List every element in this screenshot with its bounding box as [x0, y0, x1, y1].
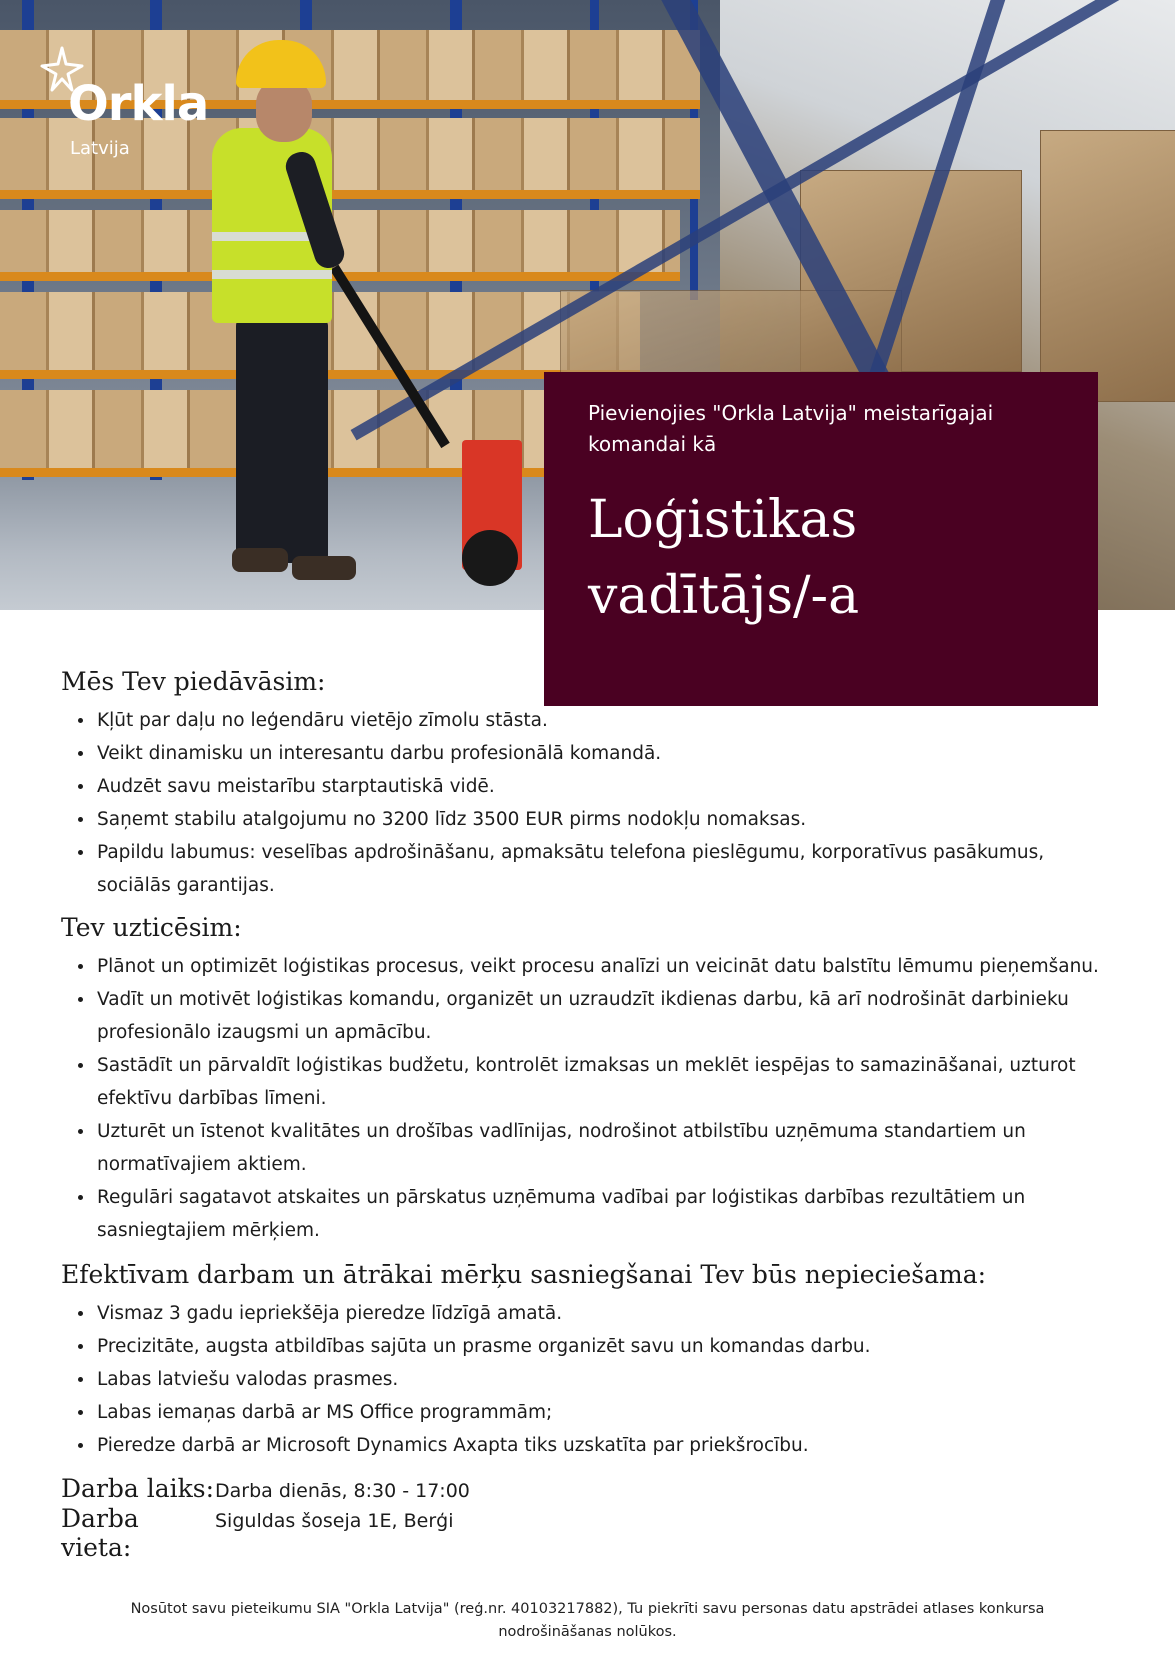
working-hours	[61, 1474, 1121, 1504]
shelf-beam	[0, 190, 700, 199]
work-location-label: Darba vieta:	[61, 1504, 139, 1562]
section-offer	[61, 664, 1121, 902]
job-title-line-2: vadītājs/-a	[588, 566, 860, 626]
list-item: • Uzturēt un īstenot kvalitātes un drošības vadlīnijas, nodrošinot atbilstību uzņēmuma standartiem un normatīvajiem aktiem.	[95, 1115, 1121, 1181]
list-item: • Veikt dinamisku un interesantu darbu profesionālā komandā.	[95, 737, 1121, 770]
work-location-value: Siguldas šoseja 1E, Berģi	[215, 1510, 454, 1532]
list-item: • Kļūt par daļu no leģendāru vietējo zīmolu stāsta.	[95, 704, 1121, 737]
requirements-list	[61, 1297, 1121, 1462]
list-item: • Labas latviešu valodas prasmes.	[95, 1363, 1121, 1396]
job-description	[61, 664, 1121, 1562]
worker-legs	[236, 318, 328, 563]
working-hours-label: Darba laiks:	[61, 1474, 215, 1503]
title-card-intro: Pievienojies "Orkla Latvija" meistarīgajai komandai kā	[588, 401, 994, 456]
offer-list	[61, 704, 1121, 902]
list-item: • Regulāri sagatavot atskaites un pārskatus uzņēmuma vadībai par loģistikas darbības rezultātiem un sasniegtajiem mērķiem.	[95, 1181, 1121, 1247]
working-hours-value: Darba dienās, 8:30 - 17:00	[215, 1480, 470, 1502]
vest-reflective-stripe	[212, 270, 332, 279]
orkla-logo	[34, 46, 234, 166]
job-title-card	[544, 372, 1098, 706]
logo-wordmark: Orkla	[68, 76, 209, 132]
list-item: • Labas iemaņas darbā ar MS Office programmām;	[95, 1396, 1121, 1429]
job-title-line-1: Loģistikas	[588, 490, 858, 550]
list-item: • Vadīt un motivēt loģistikas komandu, organizēt un uzraudzīt ikdienas darbu, kā arī nodrošināt darbinieku profesionālo izaugsmi un apmācību.	[95, 983, 1121, 1049]
list-item: • Vismaz 3 gadu iepriekšēja pieredze līdzīgā amatā.	[95, 1297, 1121, 1330]
cardboard-box	[1040, 130, 1175, 402]
list-item: • Plānot un optimizēt loģistikas procesus, veikt procesu analīzi un veicināt datu balstītu lēmumu pieņemšanu.	[95, 950, 1121, 983]
pallet-jack-wheel	[462, 530, 518, 586]
worker-shoe	[232, 548, 288, 572]
worker-shoe	[292, 556, 356, 580]
section-requirements	[61, 1257, 1121, 1462]
list-item: • Precizitāte, augsta atbildības sajūta un prasme organizēt savu un komandas darbu.	[95, 1330, 1121, 1363]
section-title: Mēs Tev piedāvāsim:	[61, 667, 326, 696]
section-title: Tev uzticēsim:	[61, 913, 242, 942]
work-location	[61, 1504, 1121, 1562]
list-item: • Sastādīt un pārvaldīt loģistikas budžetu, kontrolēt izmaksas un meklēt iespējas to samazināšanai, uzturot efektīvu darbības līmeni.	[95, 1049, 1121, 1115]
list-item: • Pieredze darbā ar Microsoft Dynamics Axapta tiks uzskatīta par priekšrocību.	[95, 1429, 1121, 1462]
job-facts	[61, 1474, 1121, 1562]
list-item: • Papildu labumus: veselības apdrošināšanu, apmaksātu telefona pieslēgumu, korporatīvus pasākumus, sociālās garantijas.	[95, 836, 1121, 902]
data-consent-note: Nosūtot savu pieteikumu SIA "Orkla Latvija" (reģ.nr. 40103217882), Tu piekrīti savu personas datu apstrādei atlases konkursa nodrošināšanas nolūkos.	[130, 1601, 1045, 1640]
logo-subtitle: Latvija	[70, 138, 130, 159]
responsibilities-list	[61, 950, 1121, 1247]
section-responsibilities	[61, 910, 1121, 1247]
job-title	[588, 482, 1054, 634]
section-title: Efektīvam darbam un ātrākai mērķu sasniegšanai Tev būs nepieciešama:	[61, 1260, 987, 1289]
list-item: • Audzēt savu meistarību starptautiskā vidē.	[95, 770, 1121, 803]
list-item: • Saņemt stabilu atalgojumu no 3200 līdz 3500 EUR pirms nodokļu nomaksas.	[95, 803, 1121, 836]
